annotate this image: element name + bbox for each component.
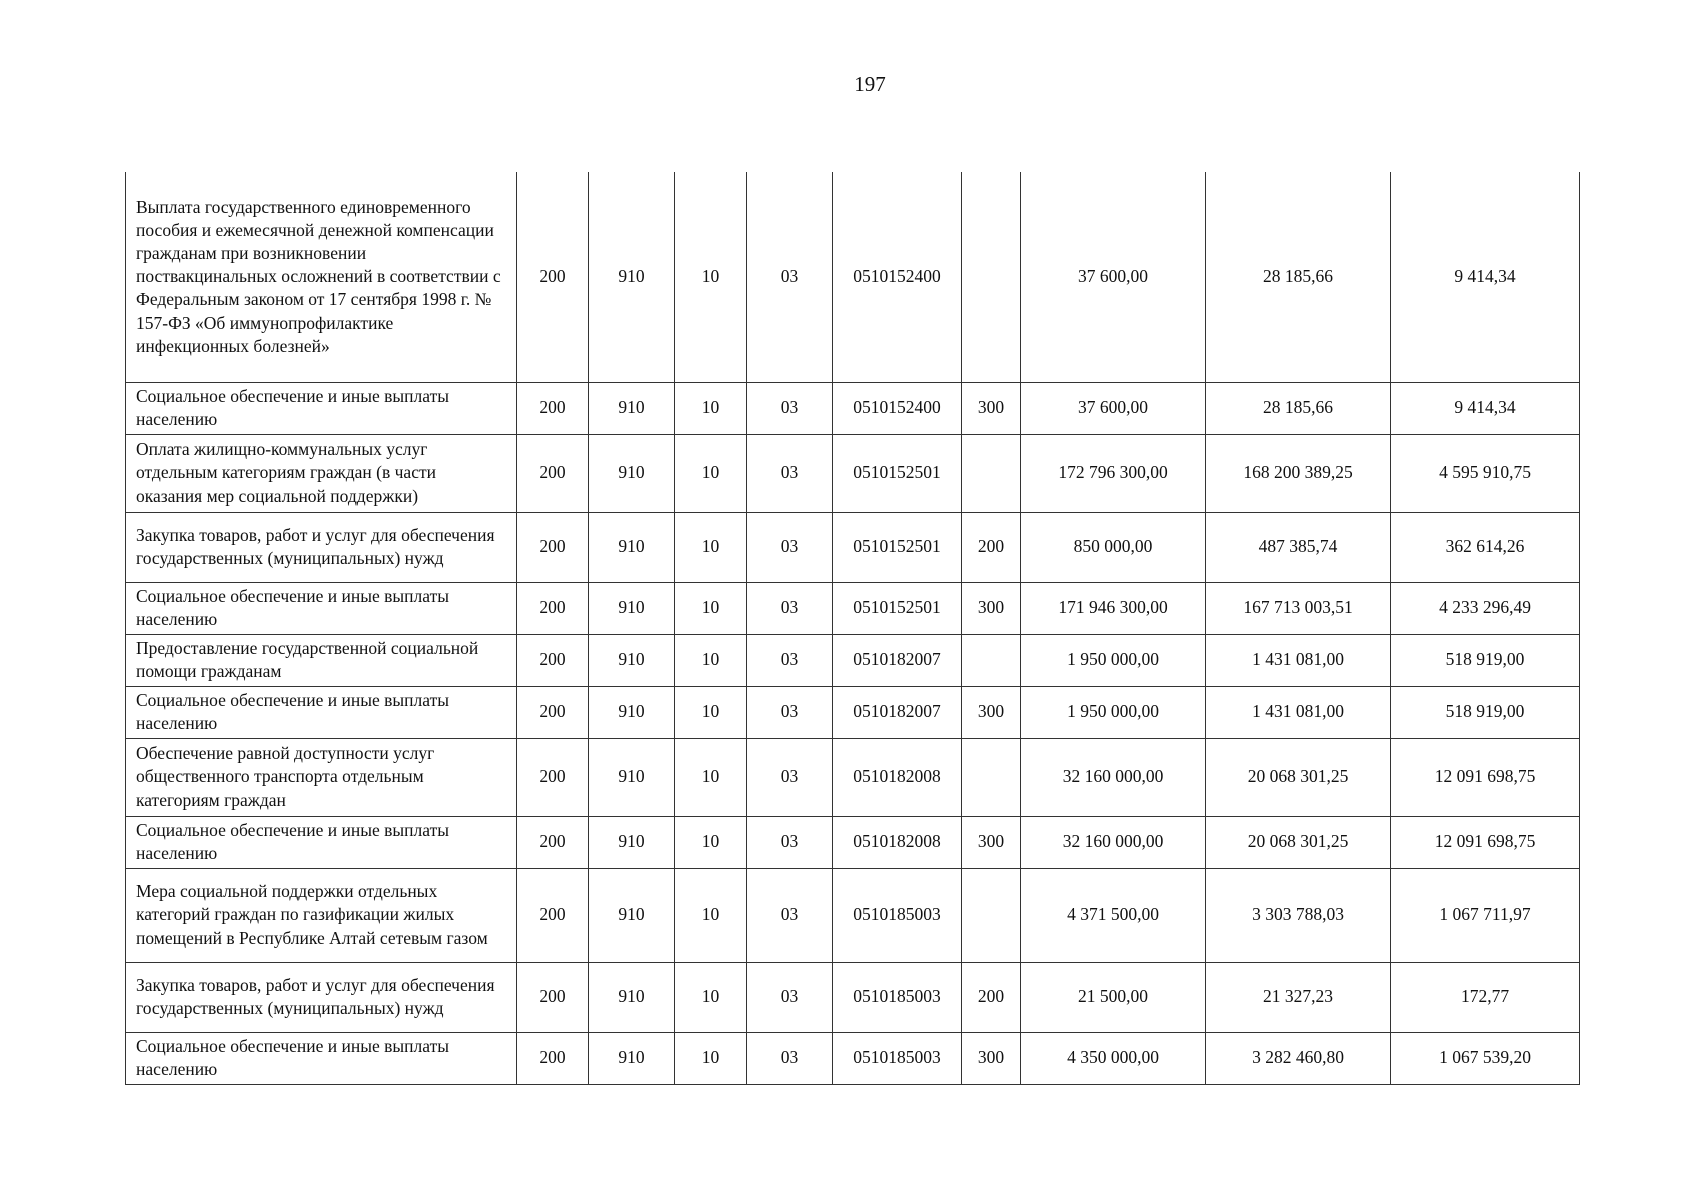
remainder-amount-cell: 4 233 296,49 xyxy=(1391,582,1580,634)
code-4-cell: 03 xyxy=(747,512,833,582)
code-4-cell: 03 xyxy=(747,738,833,816)
code-5-cell: 0510152400 xyxy=(833,172,962,382)
code-6-cell: 300 xyxy=(962,582,1021,634)
code-4-cell: 03 xyxy=(747,816,833,868)
code-3-cell: 10 xyxy=(675,634,747,686)
code-3-cell: 10 xyxy=(675,738,747,816)
plan-amount-cell: 37 600,00 xyxy=(1021,172,1206,382)
code-4-cell: 03 xyxy=(747,962,833,1032)
plan-amount-cell: 37 600,00 xyxy=(1021,382,1206,434)
code-5-cell: 0510182007 xyxy=(833,634,962,686)
code-2-cell: 910 xyxy=(589,434,675,512)
code-6-cell: 200 xyxy=(962,962,1021,1032)
code-1-cell: 200 xyxy=(517,172,589,382)
code-4-cell: 03 xyxy=(747,1032,833,1084)
fact-amount-cell: 487 385,74 xyxy=(1206,512,1391,582)
table-row xyxy=(126,686,1580,738)
remainder-amount-cell: 362 614,26 xyxy=(1391,512,1580,582)
code-6-cell xyxy=(962,434,1021,512)
plan-amount-cell: 1 950 000,00 xyxy=(1021,686,1206,738)
fact-amount-cell: 167 713 003,51 xyxy=(1206,582,1391,634)
remainder-amount-cell: 172,77 xyxy=(1391,962,1580,1032)
budget-table xyxy=(125,172,1580,1085)
fact-amount-cell: 20 068 301,25 xyxy=(1206,816,1391,868)
code-5-cell: 0510182008 xyxy=(833,738,962,816)
code-1-cell: 200 xyxy=(517,582,589,634)
row-description: Мера социальной поддержки отдельных категорий граждан по газификации жилых помещений в Республике Алтай сетевым газом xyxy=(126,868,517,962)
remainder-amount-cell: 9 414,34 xyxy=(1391,172,1580,382)
table-row xyxy=(126,172,1580,382)
table-row xyxy=(126,1032,1580,1084)
code-1-cell: 200 xyxy=(517,434,589,512)
code-1-cell: 200 xyxy=(517,686,589,738)
code-5-cell: 0510152400 xyxy=(833,382,962,434)
code-1-cell: 200 xyxy=(517,738,589,816)
remainder-amount-cell: 12 091 698,75 xyxy=(1391,816,1580,868)
table-body xyxy=(126,172,1580,1084)
code-3-cell: 10 xyxy=(675,512,747,582)
fact-amount-cell: 168 200 389,25 xyxy=(1206,434,1391,512)
plan-amount-cell: 4 350 000,00 xyxy=(1021,1032,1206,1084)
fact-amount-cell: 20 068 301,25 xyxy=(1206,738,1391,816)
plan-amount-cell: 4 371 500,00 xyxy=(1021,868,1206,962)
table-row xyxy=(126,434,1580,512)
table-row xyxy=(126,816,1580,868)
code-6-cell xyxy=(962,634,1021,686)
code-1-cell: 200 xyxy=(517,634,589,686)
code-3-cell: 10 xyxy=(675,1032,747,1084)
code-1-cell: 200 xyxy=(517,868,589,962)
row-description: Обеспечение равной доступности услуг общественного транспорта отдельным категориям граждан xyxy=(126,738,517,816)
row-description: Оплата жилищно-коммунальных услуг отдельным категориям граждан (в части оказания мер социальной поддержки) xyxy=(126,434,517,512)
row-description: Закупка товаров, работ и услуг для обеспечения государственных (муниципальных) нужд xyxy=(126,512,517,582)
remainder-amount-cell: 1 067 539,20 xyxy=(1391,1032,1580,1084)
fact-amount-cell: 28 185,66 xyxy=(1206,382,1391,434)
fact-amount-cell: 28 185,66 xyxy=(1206,172,1391,382)
code-4-cell: 03 xyxy=(747,868,833,962)
code-2-cell: 910 xyxy=(589,582,675,634)
code-6-cell: 300 xyxy=(962,686,1021,738)
table-row xyxy=(126,962,1580,1032)
code-6-cell xyxy=(962,172,1021,382)
code-2-cell: 910 xyxy=(589,868,675,962)
fact-amount-cell: 3 303 788,03 xyxy=(1206,868,1391,962)
code-4-cell: 03 xyxy=(747,434,833,512)
row-description: Социальное обеспечение и иные выплаты населению xyxy=(126,382,517,434)
plan-amount-cell: 21 500,00 xyxy=(1021,962,1206,1032)
code-3-cell: 10 xyxy=(675,816,747,868)
code-2-cell: 910 xyxy=(589,1032,675,1084)
code-2-cell: 910 xyxy=(589,512,675,582)
table-row xyxy=(126,738,1580,816)
table-row xyxy=(126,512,1580,582)
row-description: Социальное обеспечение и иные выплаты населению xyxy=(126,686,517,738)
code-6-cell xyxy=(962,868,1021,962)
plan-amount-cell: 32 160 000,00 xyxy=(1021,738,1206,816)
code-5-cell: 0510152501 xyxy=(833,434,962,512)
code-2-cell: 910 xyxy=(589,172,675,382)
code-3-cell: 10 xyxy=(675,382,747,434)
row-description: Предоставление государственной социальной помощи гражданам xyxy=(126,634,517,686)
plan-amount-cell: 850 000,00 xyxy=(1021,512,1206,582)
code-6-cell: 300 xyxy=(962,382,1021,434)
remainder-amount-cell: 12 091 698,75 xyxy=(1391,738,1580,816)
fact-amount-cell: 1 431 081,00 xyxy=(1206,634,1391,686)
row-description: Социальное обеспечение и иные выплаты населению xyxy=(126,582,517,634)
remainder-amount-cell: 1 067 711,97 xyxy=(1391,868,1580,962)
code-1-cell: 200 xyxy=(517,382,589,434)
table-row xyxy=(126,382,1580,434)
code-5-cell: 0510182008 xyxy=(833,816,962,868)
code-4-cell: 03 xyxy=(747,634,833,686)
code-3-cell: 10 xyxy=(675,172,747,382)
code-2-cell: 910 xyxy=(589,686,675,738)
code-3-cell: 10 xyxy=(675,434,747,512)
code-5-cell: 0510185003 xyxy=(833,1032,962,1084)
fact-amount-cell: 21 327,23 xyxy=(1206,962,1391,1032)
code-5-cell: 0510185003 xyxy=(833,962,962,1032)
plan-amount-cell: 171 946 300,00 xyxy=(1021,582,1206,634)
code-3-cell: 10 xyxy=(675,582,747,634)
table-row xyxy=(126,582,1580,634)
code-5-cell: 0510152501 xyxy=(833,512,962,582)
remainder-amount-cell: 4 595 910,75 xyxy=(1391,434,1580,512)
code-2-cell: 910 xyxy=(589,816,675,868)
code-4-cell: 03 xyxy=(747,172,833,382)
code-4-cell: 03 xyxy=(747,582,833,634)
table-row xyxy=(126,634,1580,686)
code-3-cell: 10 xyxy=(675,868,747,962)
plan-amount-cell: 32 160 000,00 xyxy=(1021,816,1206,868)
code-5-cell: 0510182007 xyxy=(833,686,962,738)
page-number: 197 xyxy=(854,72,886,96)
remainder-amount-cell: 9 414,34 xyxy=(1391,382,1580,434)
code-3-cell: 10 xyxy=(675,686,747,738)
code-2-cell: 910 xyxy=(589,962,675,1032)
code-1-cell: 200 xyxy=(517,816,589,868)
remainder-amount-cell: 518 919,00 xyxy=(1391,686,1580,738)
plan-amount-cell: 1 950 000,00 xyxy=(1021,634,1206,686)
code-2-cell: 910 xyxy=(589,634,675,686)
code-6-cell xyxy=(962,738,1021,816)
remainder-amount-cell: 518 919,00 xyxy=(1391,634,1580,686)
code-5-cell: 0510152501 xyxy=(833,582,962,634)
code-4-cell: 03 xyxy=(747,382,833,434)
code-1-cell: 200 xyxy=(517,1032,589,1084)
code-6-cell: 200 xyxy=(962,512,1021,582)
fact-amount-cell: 3 282 460,80 xyxy=(1206,1032,1391,1084)
code-6-cell: 300 xyxy=(962,1032,1021,1084)
code-1-cell: 200 xyxy=(517,962,589,1032)
fact-amount-cell: 1 431 081,00 xyxy=(1206,686,1391,738)
code-4-cell: 03 xyxy=(747,686,833,738)
row-description: Социальное обеспечение и иные выплаты населению xyxy=(126,1032,517,1084)
code-5-cell: 0510185003 xyxy=(833,868,962,962)
code-3-cell: 10 xyxy=(675,962,747,1032)
row-description: Выплата государственного единовременного пособия и ежемесячной денежной компенсации гражданам при возникновении поствакцинальных осложнений в соответствии с Федеральным законом от 17 сентября 1998 г. № 157-ФЗ «Об иммунопрофилактике инфекционных болезней» xyxy=(126,172,517,382)
plan-amount-cell: 172 796 300,00 xyxy=(1021,434,1206,512)
code-6-cell: 300 xyxy=(962,816,1021,868)
row-description: Социальное обеспечение и иные выплаты населению xyxy=(126,816,517,868)
code-2-cell: 910 xyxy=(589,738,675,816)
table-row xyxy=(126,868,1580,962)
row-description: Закупка товаров, работ и услуг для обеспечения государственных (муниципальных) нужд xyxy=(126,962,517,1032)
code-1-cell: 200 xyxy=(517,512,589,582)
code-2-cell: 910 xyxy=(589,382,675,434)
